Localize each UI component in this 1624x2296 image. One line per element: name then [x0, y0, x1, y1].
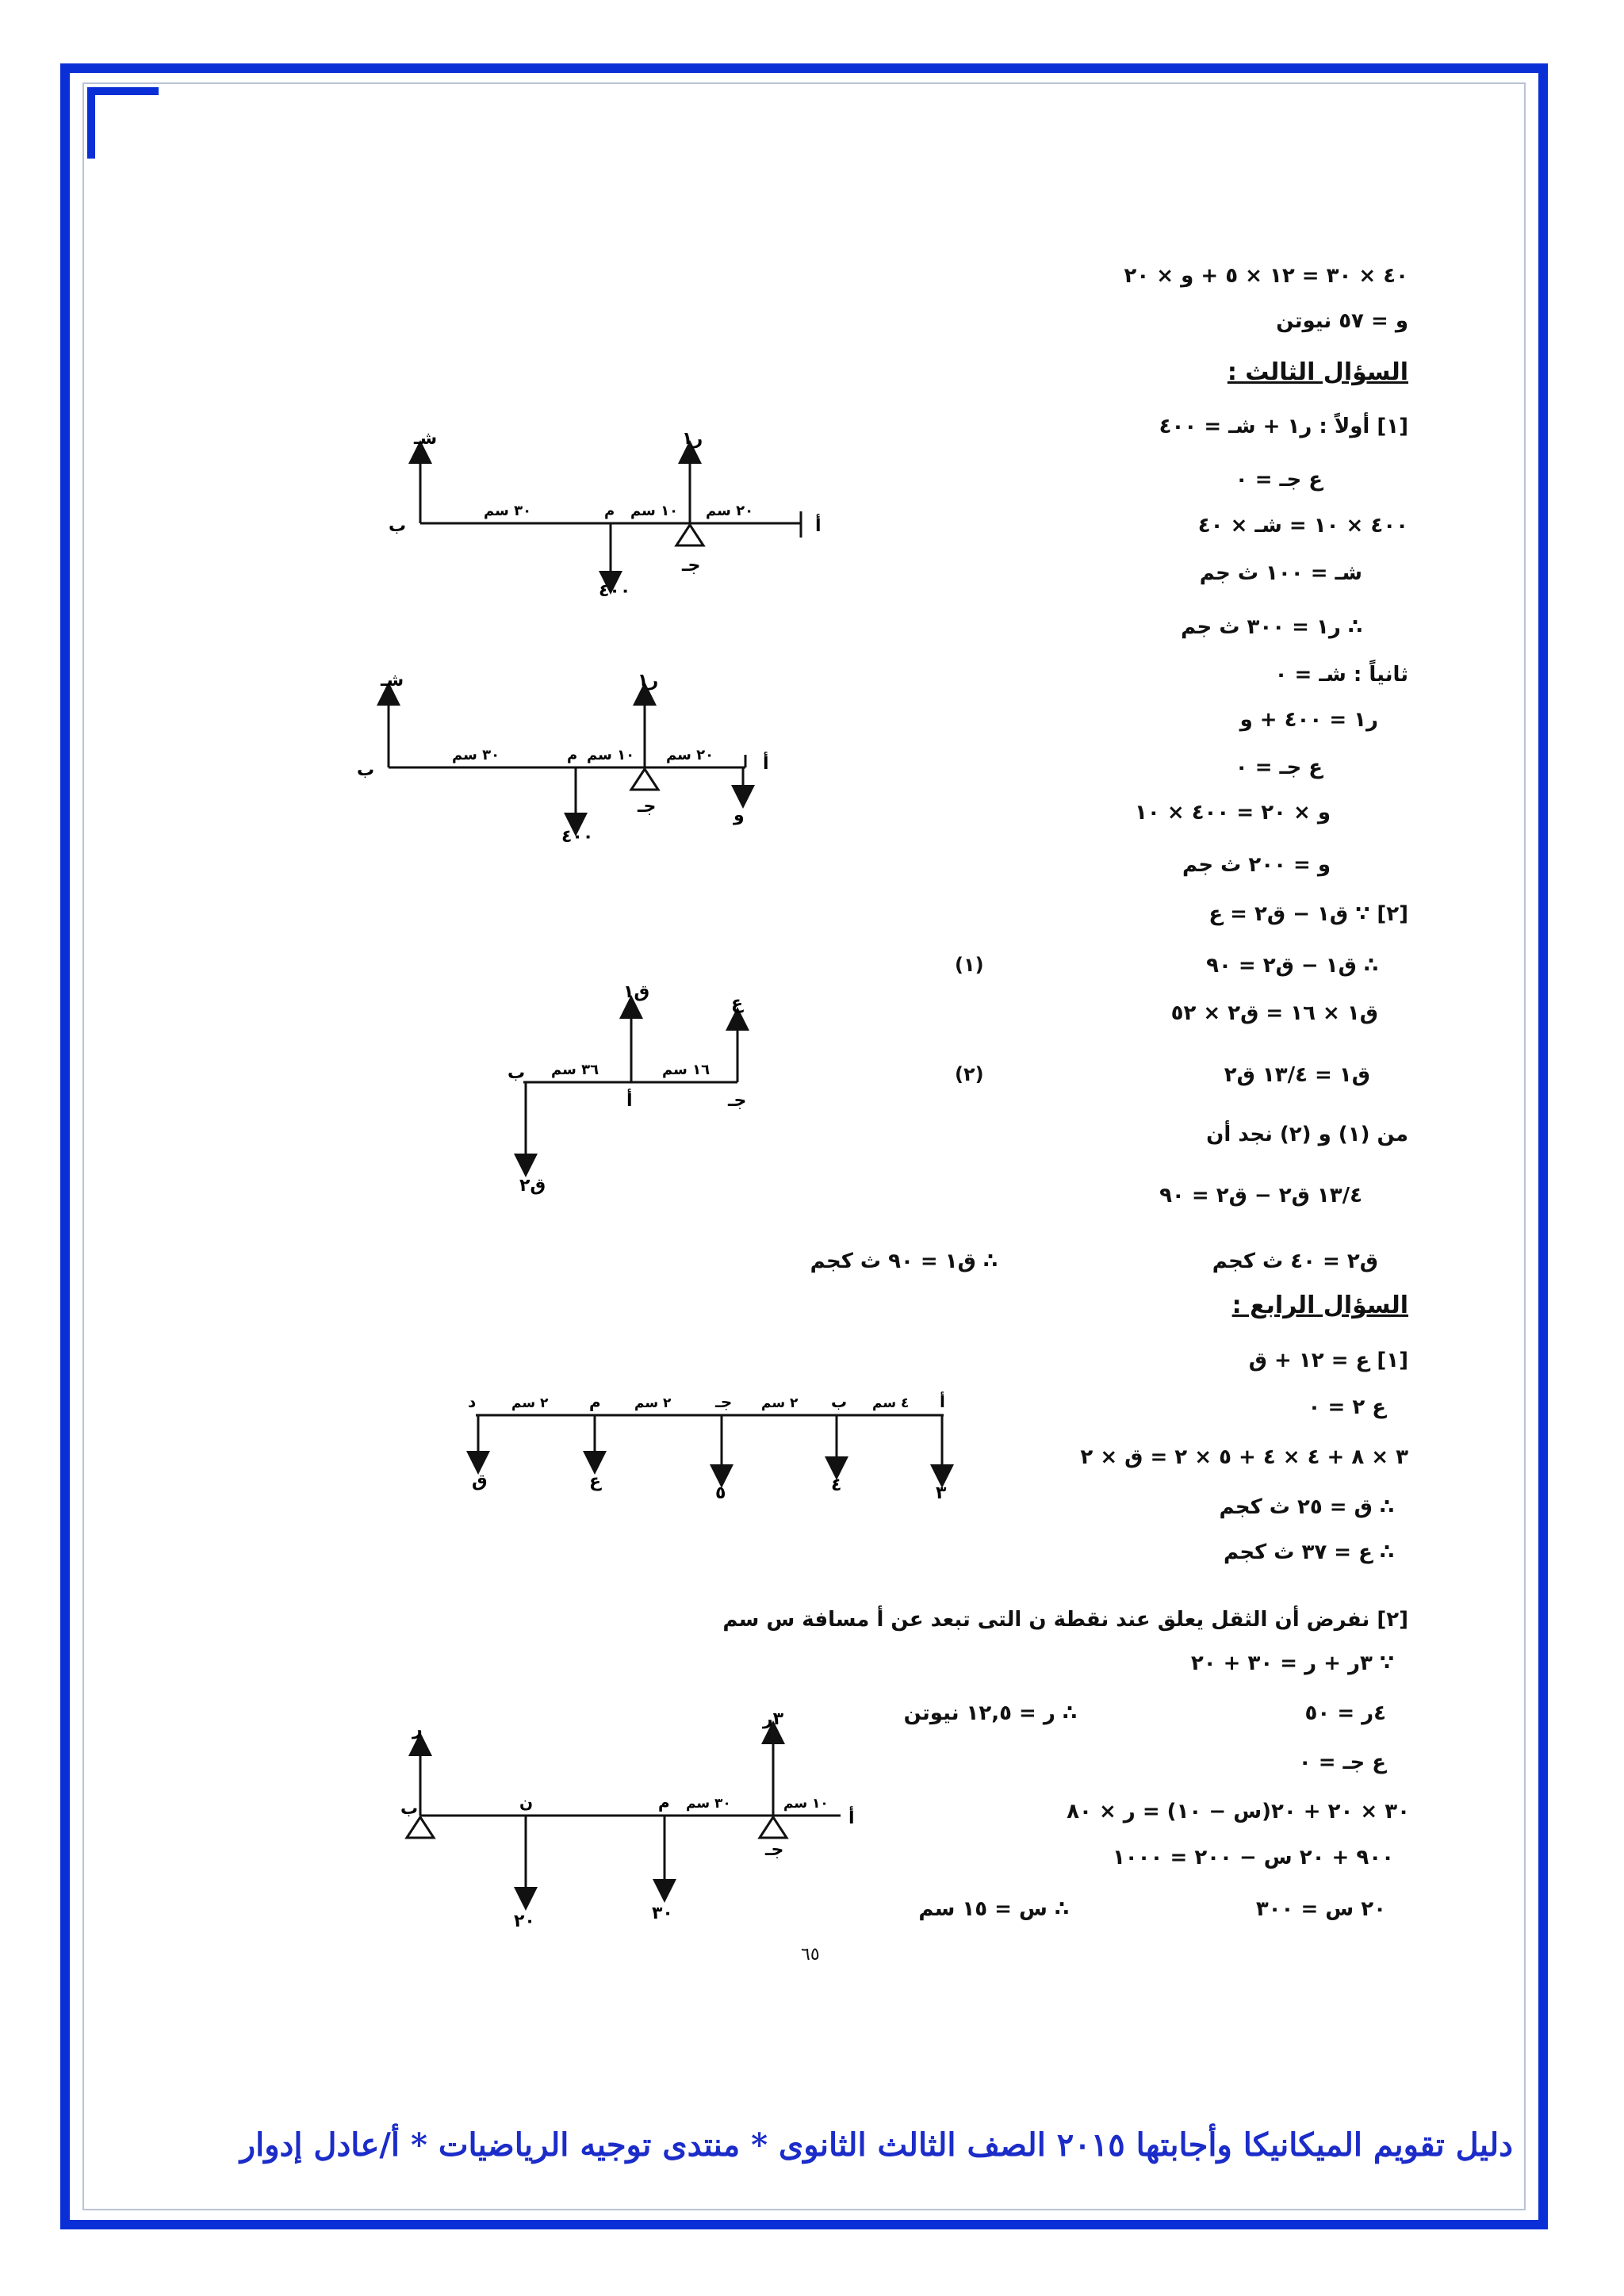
label-load: ٤٠٠ — [561, 827, 594, 847]
diagram-beam-3 — [476, 975, 793, 1213]
eq-line-20: [١] ع = ١٢ + ق — [1248, 1349, 1408, 1372]
label-w: و — [733, 806, 745, 825]
dim-20: ٢٠ سم — [706, 503, 754, 519]
label-b: ب — [508, 1063, 526, 1083]
label-e: ع — [731, 993, 744, 1013]
label-3r: ٣ر — [763, 1709, 784, 1729]
eq-line-9: ر١ = ٤٠٠ + و — [1239, 708, 1378, 732]
diagram-beam-1 — [357, 412, 833, 603]
eq-line-13: [٢] ∵ ق١ − ق٢ = ع — [1208, 902, 1408, 926]
eq-number-1: (١) — [955, 954, 984, 976]
eq-line-17: من (١) و (٢) نجد أن — [1206, 1123, 1408, 1146]
label-m: م — [658, 1793, 670, 1812]
dim-bj: ٢ سم — [761, 1395, 799, 1411]
border-top — [60, 63, 1548, 73]
label-r1: ر١ — [638, 671, 659, 691]
eq-line-30: ٩٠٠ + ٢٠ س − ٢٠٠ = ١٠٠٠ — [1112, 1846, 1394, 1869]
dim-30: ٣٠ سم — [686, 1796, 731, 1812]
label-a: أ — [848, 1808, 855, 1828]
load-j: ٥ — [715, 1483, 726, 1503]
dim-20: ٢٠ سم — [666, 747, 714, 763]
eq-line-22: ٣ × ٨ + ٤ × ٤ + ٥ × ٢ = ق × ٢ — [1080, 1445, 1408, 1469]
eq-line-31: ٢٠ س = ٣٠٠ — [1255, 1897, 1386, 1921]
eq-line-8: ثانياً : شـ = ٠ — [1274, 663, 1408, 687]
label-j: جـ — [715, 1392, 733, 1411]
q4-heading: السؤال الرابع : — [1231, 1292, 1408, 1319]
dim-16: ١٦ سم — [662, 1062, 710, 1078]
support-j — [760, 1817, 787, 1838]
label-load: ٤٠٠ — [599, 581, 631, 601]
label-a: أ — [940, 1392, 945, 1411]
eq-number-2: (٢) — [955, 1063, 984, 1085]
label-sh: شـ — [381, 671, 404, 691]
label-b: ب — [357, 760, 375, 780]
label-q2: ق٢ — [519, 1176, 546, 1196]
footer-text: دليل تقويم الميكانيكا وأجابتها ٢٠١٥ الصف الثالث الثانوى * منتدى توجيه الرياضيات * أ/عادل إدوار — [239, 2126, 1513, 2164]
dim-36: ٣٦ سم — [551, 1062, 599, 1078]
label-d: د — [468, 1392, 477, 1411]
eq-line-14: ∴ ق١ − ق٢ = ٩٠ — [1206, 954, 1378, 978]
eq-line-31b: ∴ س = ١٥ سم — [918, 1897, 1069, 1921]
eq-line-19b: ∴ ق١ = ٩٠ ث كجم — [810, 1249, 998, 1273]
eq-line-7: ∴ ر١ = ٣٠٠ ث جم — [1181, 615, 1362, 639]
label-b: ب — [400, 1799, 419, 1819]
load-20: ٢٠ — [514, 1911, 535, 1931]
diagram-beam-5 — [373, 1689, 880, 1950]
dim-10: ١٠ سم — [783, 1796, 829, 1812]
load-b: ٤ — [831, 1475, 842, 1495]
load-m: ع — [589, 1471, 602, 1491]
eq-line-27b: ∴ ر = ١٢,٥ نيوتن — [903, 1701, 1077, 1725]
label-b: ب — [389, 516, 407, 536]
border-right — [1538, 63, 1548, 2229]
eq-line-28: ع جـ = ٠ — [1298, 1751, 1386, 1774]
border-left — [60, 63, 70, 2229]
support-b — [407, 1817, 434, 1838]
label-a: أ — [626, 1091, 633, 1111]
dim-10: ١٠ سم — [587, 747, 635, 763]
eq-line-21: ع ٢ = ٠ — [1308, 1395, 1386, 1419]
dim-md: ٢ سم — [511, 1395, 549, 1411]
page-number: ٦٥ — [801, 1945, 820, 1965]
label-m: م — [567, 747, 578, 763]
dim-30: ٣٠ سم — [452, 747, 500, 763]
label-m: م — [604, 503, 615, 519]
eq-line-11: و × ٢٠ = ٤٠٠ × ١٠ — [1135, 801, 1331, 825]
support-triangle — [631, 769, 658, 790]
dim-30: ٣٠ سم — [484, 503, 532, 519]
label-n: ن — [519, 1793, 534, 1812]
eq-line-3: [١] أولاً : ر١ + شـ = ٤٠٠ — [1159, 415, 1408, 438]
eq-line-2: و = ٥٧ نيوتن — [1276, 309, 1408, 333]
diagram-beam-4 — [444, 1380, 983, 1514]
border-bottom — [60, 2220, 1548, 2229]
eq-line-16: ق١ = ١٣/٤ ق٢ — [1224, 1063, 1370, 1087]
diagram-beam-2 — [325, 666, 801, 856]
label-j: جـ — [728, 1091, 747, 1111]
label-j: جـ — [638, 797, 657, 817]
eq-line-1: ٤٠ × ٣٠ = ١٢ × ٥ + و × ٢٠ — [1124, 264, 1408, 288]
eq-line-27: ٤ر = ٥٠ — [1304, 1701, 1386, 1725]
load-30: ٣٠ — [652, 1904, 673, 1923]
eq-line-5: ٤٠٠ × ١٠ = شـ × ٤٠ — [1197, 514, 1408, 538]
label-j: جـ — [765, 1840, 784, 1860]
eq-line-10: ع جـ = ٠ — [1235, 756, 1323, 779]
label-j: جـ — [682, 556, 701, 576]
load-d: ق — [472, 1471, 488, 1491]
label-q1: ق١ — [623, 982, 650, 1002]
eq-line-29: ٣٠ × ٢٠ + ٢٠(س − ١٠) = ر × ٨٠ — [1067, 1800, 1410, 1823]
dim-ab: ٤ سم — [872, 1395, 910, 1411]
label-a: أ — [815, 516, 822, 536]
label-r: ر — [412, 1720, 423, 1739]
eq-line-19: ق٢ = ٤٠ ث كجم — [1212, 1249, 1378, 1273]
eq-line-26: ∵ ٣ر + ر = ٣٠ + ٢٠ — [1190, 1651, 1394, 1675]
eq-line-24: ∴ ع = ٣٧ ث كجم — [1223, 1540, 1394, 1564]
eq-line-12: و = ٢٠٠ ث جم — [1182, 853, 1331, 877]
label-m: م — [589, 1392, 601, 1411]
label-b: ب — [831, 1392, 848, 1411]
support-triangle — [676, 525, 703, 545]
label-r1: ر١ — [682, 429, 703, 449]
load-a: ٣ — [936, 1483, 947, 1503]
eq-line-4: ع جـ = ٠ — [1235, 468, 1323, 492]
eq-line-23: ∴ ق = ٢٥ ث كجم — [1219, 1495, 1394, 1519]
label-sh: شـ — [414, 429, 438, 449]
eq-line-18: ١٣/٤ ق٢ − ق٢ = ٩٠ — [1159, 1184, 1362, 1207]
dim-jm: ٢ سم — [634, 1395, 672, 1411]
eq-line-15: ق١ × ١٦ = ق٢ × ٥٢ — [1170, 1001, 1378, 1025]
eq-line-6: شـ = ١٠٠ ث جم — [1199, 561, 1362, 585]
label-a: أ — [763, 754, 769, 774]
q3-heading: السؤال الثالث : — [1227, 358, 1408, 386]
eq-line-25: [٢] نفرض أن الثقل يعلق عند نقطة ن التى تبعد عن أ مسافة س سم — [722, 1608, 1408, 1632]
dim-10: ١٠ سم — [630, 503, 679, 519]
